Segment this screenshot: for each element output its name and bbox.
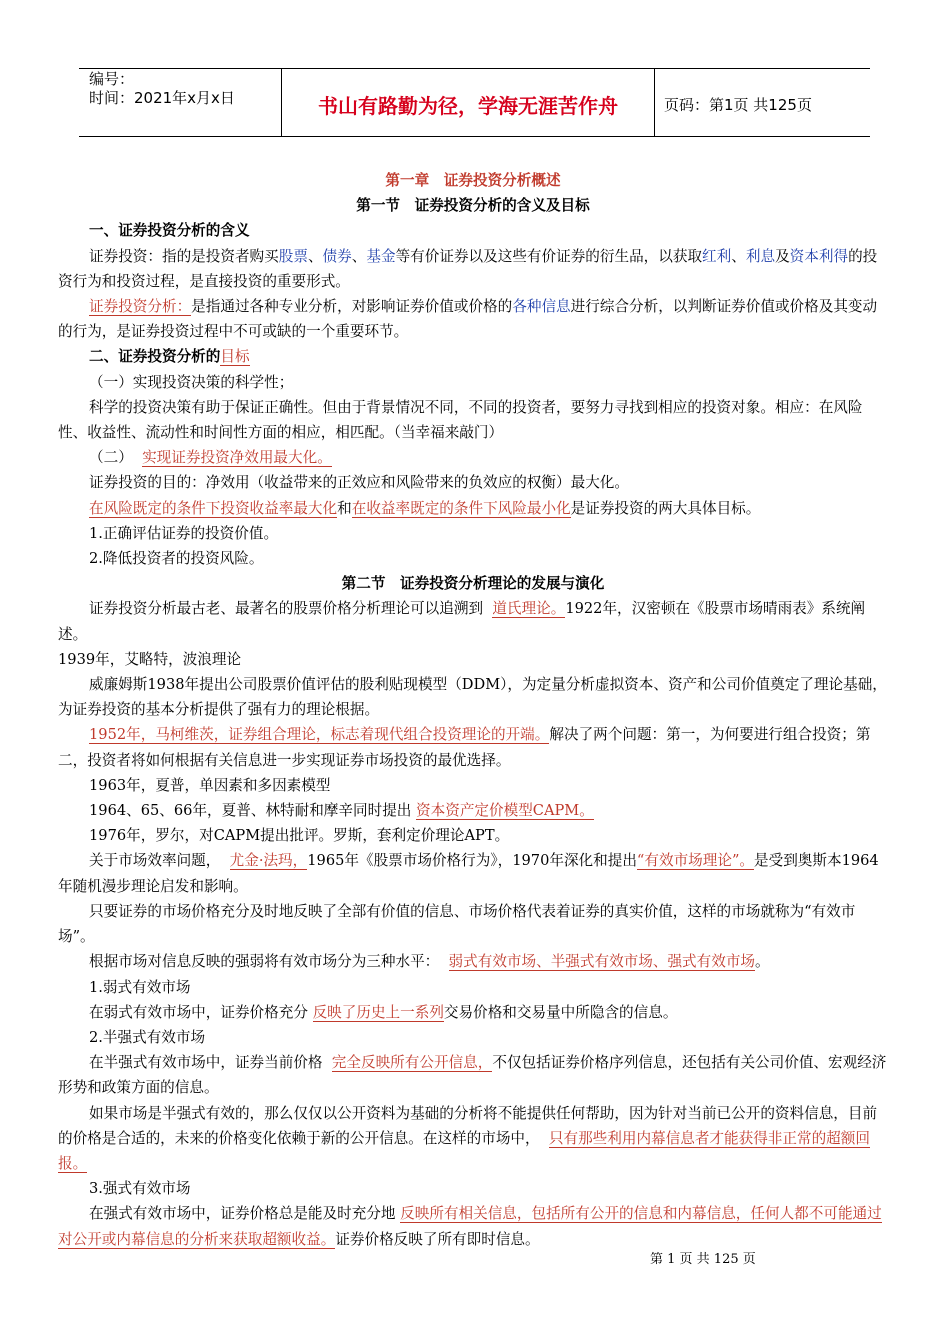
link-stock[interactable]: 股票 [278, 247, 308, 265]
heading-semi-strong: 2.半强式有效市场 [89, 1028, 206, 1046]
heading-weak: 1.弱式有效市场 [89, 978, 191, 996]
section-2-title: 第二节 证券投资分析理论的发展与演化 [341, 575, 605, 593]
header-number: 编号： [89, 70, 135, 88]
paragraph-analysis-definition: 证券投资分析：是指通过各种专业分析，对影响证券价值或价格的各种信息进行综合分析，以判断证券价值或价格及其变动的行为，是证券投资过程中不可或缺的一个重要环节。 [58, 298, 878, 341]
section-1-title: 第一节 证券投资分析的含义及目标 [356, 197, 590, 215]
link-interest[interactable]: 利息 [745, 247, 776, 265]
paragraph-goal-1: （一）实现投资决策的科学性； [89, 373, 294, 391]
header-top-rule [79, 68, 870, 69]
paragraph-semi-strong: 在半强式有效市场中，证券当前价格 完全反映所有公开信息，不仅包括证券价格序列信息，还包括有关公司价值、宏观经济形势和政策方面的信息。 [58, 1054, 887, 1097]
paragraph-fama: 关于市场效率问题， 尤金·法玛，1965年《股票市场价格行为》，1970年深化和提出“有效市场理论”。是受到奥斯本1964年随机漫步理论启发和影响。 [58, 852, 879, 895]
header-divider-2 [654, 69, 655, 136]
term-analysis: 证券投资分析： [89, 298, 192, 316]
heading-meaning: 一、证券投资分析的含义 [89, 222, 250, 240]
paragraph-goal-2: （二） 实现证券投资净效用最大化。 [89, 449, 332, 467]
link-dividend[interactable]: 红利 [702, 247, 732, 265]
header-bottom-rule [79, 136, 870, 137]
link-bond[interactable]: 债券 [322, 247, 352, 265]
paragraph-elliott: 1939年，艾略特，波浪理论 [58, 650, 242, 668]
link-fund[interactable]: 基金 [366, 247, 396, 265]
paragraph-semi-strong-detail: 如果市场是半强式有效的，那么仅仅以公开资料为基础的分析将不能提供任何帮助，因为针对当前已公开的资料信息，目前的价格是合适的，未来的价格变化依赖于新的公开信息。在这样的市场中， 只有那些利用内幕信息者才能获得非正常的超额回报。 [58, 1104, 878, 1172]
heading-goals: 二、证券投资分析的目标 [89, 348, 250, 366]
paragraph-apt: 1976年，罗尔，对CAPM提出批评。罗斯，套利定价理论APT。 [89, 827, 510, 845]
document-body [58, 168, 888, 1252]
paragraph-two-targets: 在风险既定的条件下投资收益率最大化和在收益率既定的条件下风险最小化是证券投资的两大具体目标。 [89, 499, 761, 517]
link-capital-gain[interactable]: 资本利得 [789, 247, 849, 265]
paragraph-ddm: 威廉姆斯1938年提出公司股票价值评估的股利贴现模型（DDM），为定量分析虚拟资本、资产和公司价值奠定了理论基础，为证券投资的基本分析提供了强有力的理论根据。 [58, 676, 887, 719]
header-motto: 书山有路勤为径，学海无涯苦作舟 [318, 94, 618, 118]
link-info[interactable]: 各种信息 [512, 298, 571, 316]
header-page-label: 页码：第1页 共125页 [664, 96, 812, 114]
paragraph-goal-1-detail: 科学的投资决策有助于保证正确性。但由于背景情况不同，不同的投资者，要努力寻找到相应的投资对象。相应：在风险性、收益性、流动性和时间性方面的相应，相匹配。（当幸福来敲门） [58, 398, 863, 442]
paragraph-weak: 在弱式有效市场中，证券价格充分 反映了历史上一系列交易价格和交易量中所隐含的信息。 [89, 1003, 678, 1021]
paragraph-markowitz: 1952年，马柯维茨，证券组合理论，标志着现代组合投资理论的开端。解决了两个问题：第一，为何要进行组合投资；第二，投资者将如何根据有关信息进一步实现证券市场投资的最优选择。 [58, 726, 871, 769]
list-item-2: 2.降低投资者的投资风险。 [89, 550, 264, 568]
paragraph-capm: 1964、65、66年，夏普、林特耐和摩辛同时提出 资本资产定价模型CAPM。 [89, 802, 594, 820]
paragraph-net-utility: 证券投资的目的：净效用（收益带来的正效应和风险带来的负效应的权衡）最大化。 [89, 474, 629, 492]
header-time: 时间：2021年x月x日 [89, 89, 235, 107]
paragraph-three-levels: 根据市场对信息反映的强弱将有效市场分为三种水平： 弱式有效市场、半强式有效市场、强式有效市场。 [89, 953, 770, 971]
chapter-title: 第一章 证券投资分析概述 [385, 172, 561, 189]
paragraph-efficient-market: 只要证券的市场价格充分及时地反映了全部有价值的信息、市场价格代表着证券的真实价值，这样的市场就称为“有效市场”。 [58, 902, 856, 946]
link-goal[interactable]: 目标 [220, 348, 250, 366]
paragraph-definition: 证券投资：指的是投资者购买股票、债券、基金等有价证券以及这些有价证券的衍生品，以获取红利、利息及资本利得的投资行为和投资过程，是直接投资的重要形式。 [58, 247, 878, 290]
paragraph-strong: 在强式有效市场中，证券价格总是能及时充分地 反映所有相关信息，包括所有公开的信息和内幕信息，任何人都不可能通过对公开或内幕信息的分析来获取超额收益。证券价格反映了所有即时信息。 [58, 1205, 882, 1248]
heading-strong: 3.强式有效市场 [89, 1180, 191, 1198]
paragraph-dow: 证券投资分析最古老、最著名的股票价格分析理论可以追溯到 道氏理论。1922年，汉密顿在《股票市场晴雨表》系统阐述。 [58, 600, 866, 643]
page-footer: 第 1 页 共 125 页 [650, 1252, 756, 1267]
paragraph-sharpe: 1963年，夏普，单因素和多因素模型 [89, 776, 331, 794]
list-item-1: 1.正确评估证券的投资价值。 [89, 524, 279, 542]
header-meta [89, 70, 235, 108]
